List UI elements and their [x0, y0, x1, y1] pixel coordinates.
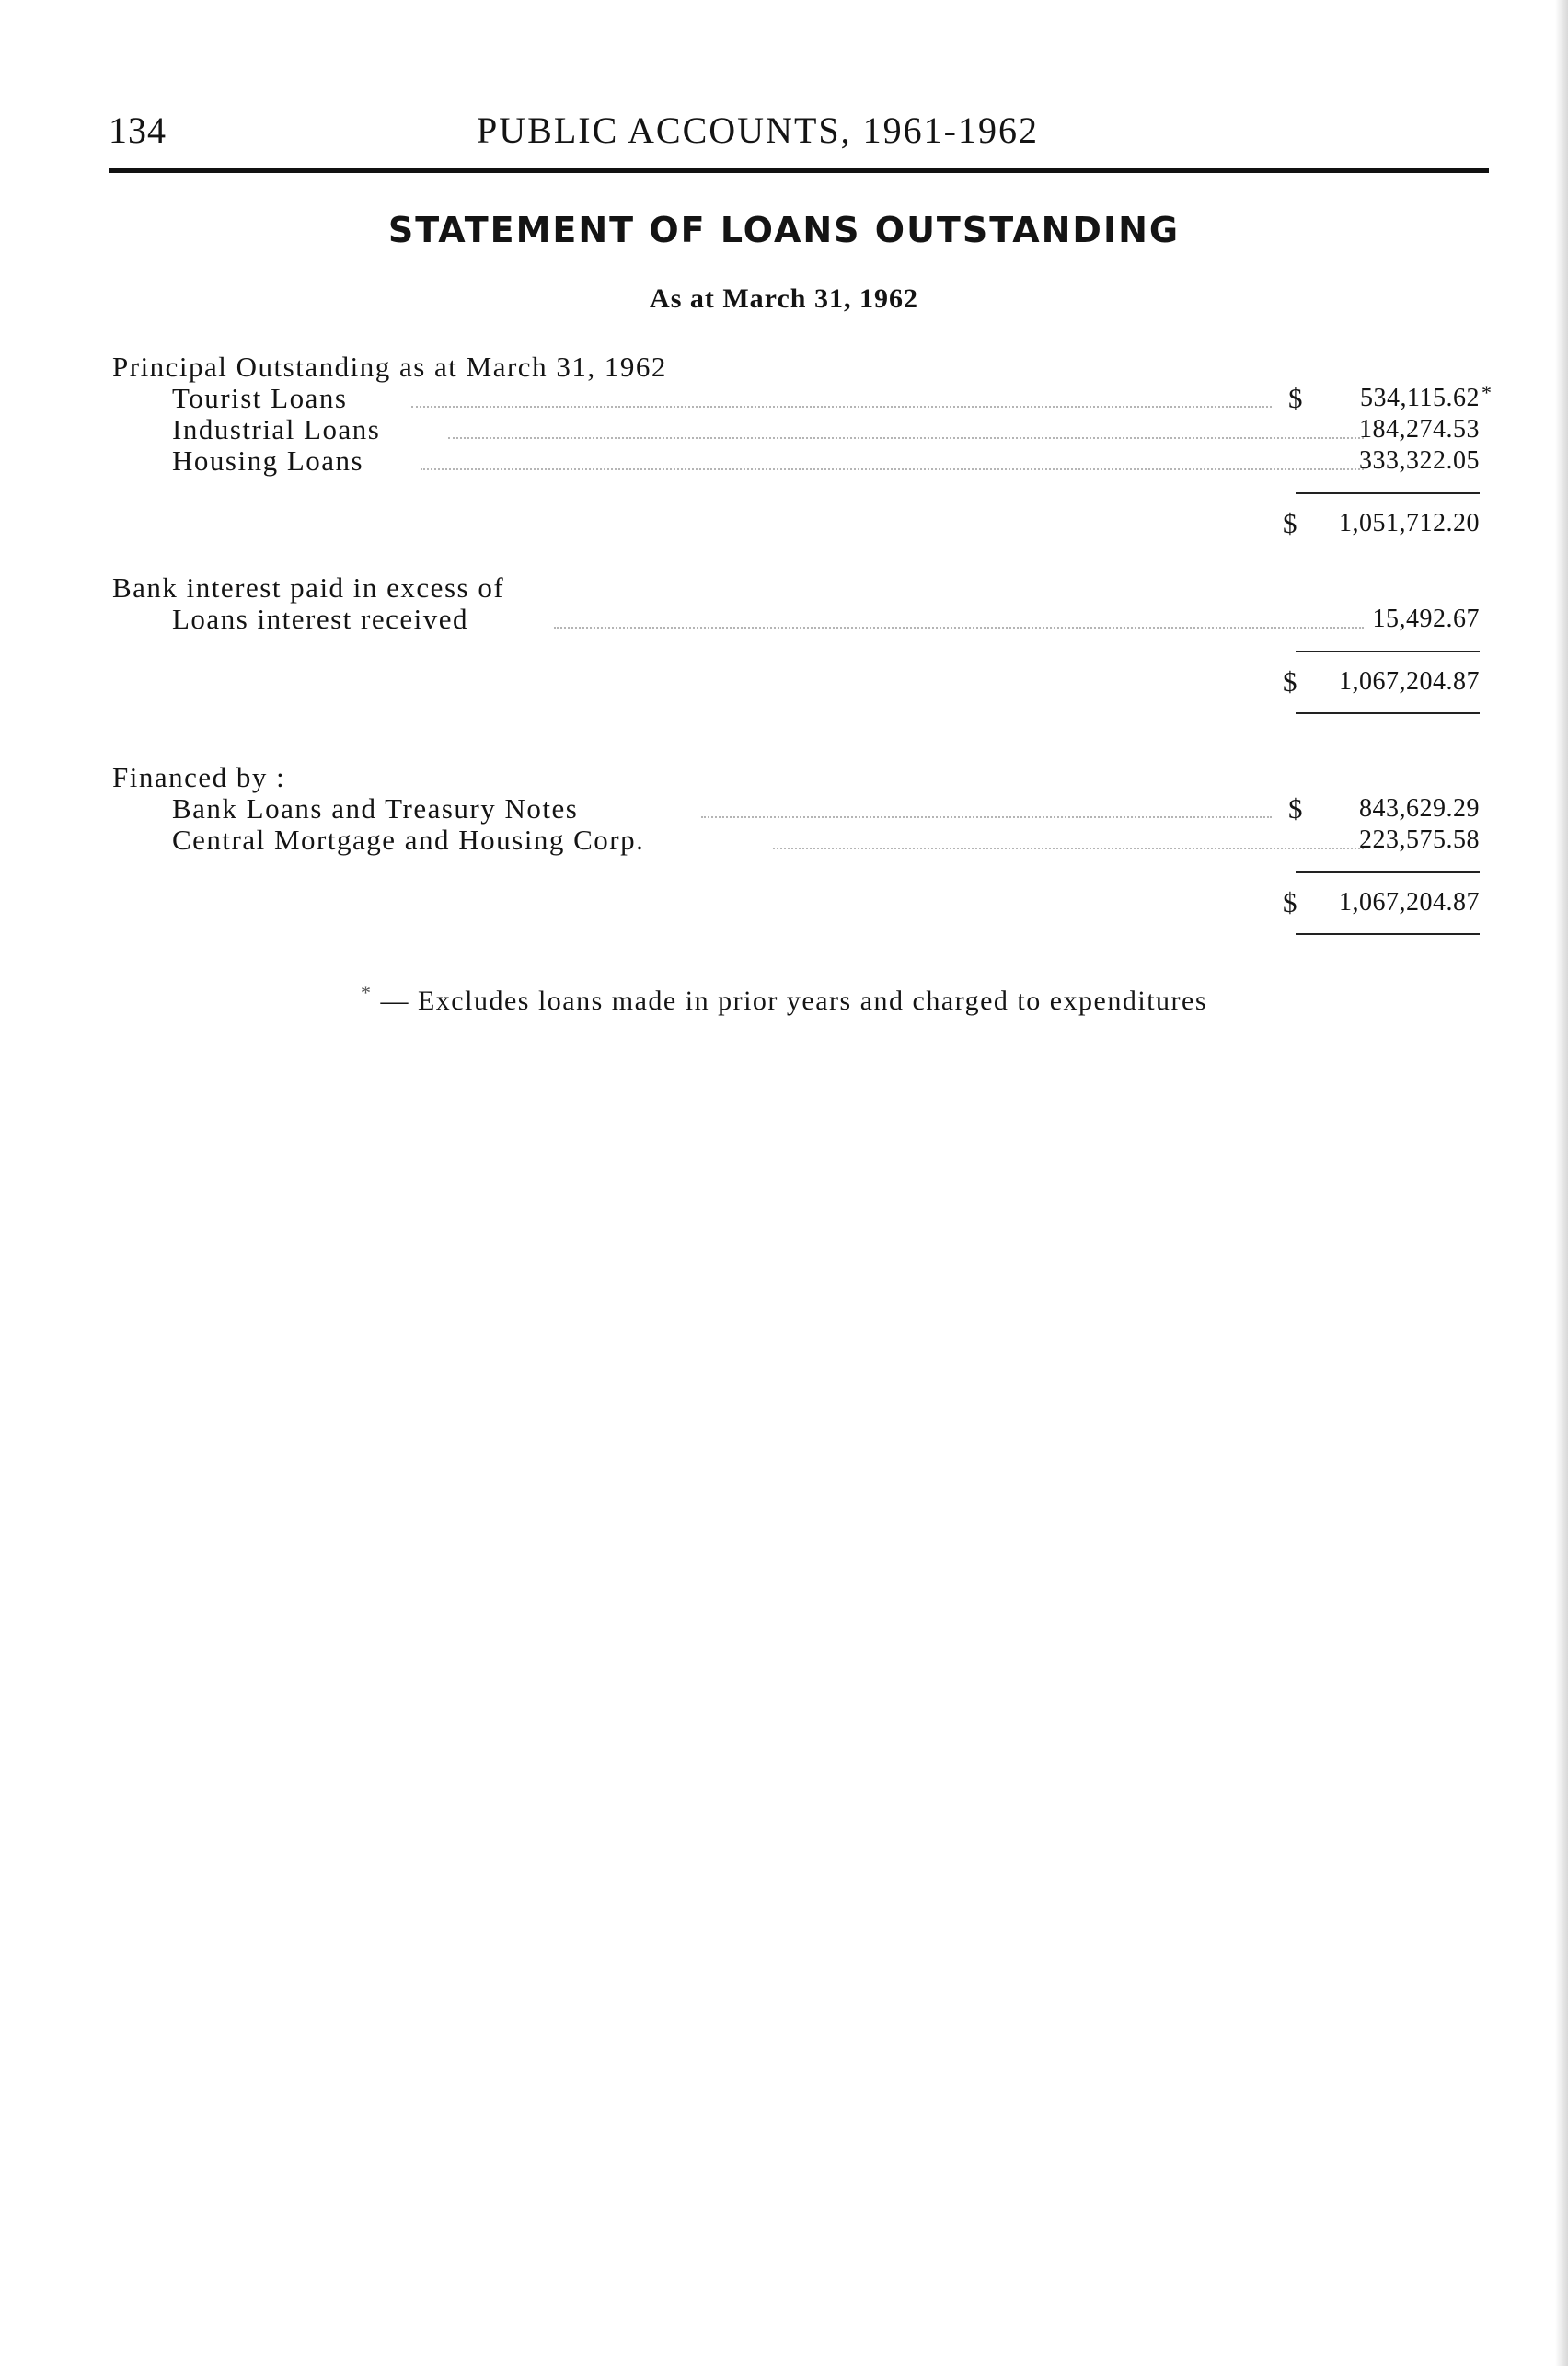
dot-leader	[701, 816, 1272, 818]
row-amount: 223,575.58	[1359, 825, 1480, 854]
row-amount: 843,629.29	[1359, 794, 1480, 823]
page-edge-shadow	[1555, 0, 1568, 2366]
dot-leader	[773, 848, 1364, 849]
principal-heading-label: Principal Outstanding as at March 31, 1962	[112, 351, 667, 383]
row-label: Housing Loans	[172, 444, 364, 477]
statement-date: As at March 31, 1962	[650, 283, 918, 314]
footnote-marker: *	[1482, 381, 1493, 404]
dollar-sign: $	[1283, 886, 1298, 918]
bank-interest-heading-label: Bank interest paid in excess of	[112, 571, 505, 604]
table-row-tourist-loans	[112, 381, 1493, 416]
header-rule	[109, 168, 1489, 173]
total-rule	[1296, 651, 1480, 652]
dot-leader	[554, 627, 1364, 629]
double-rule	[1296, 712, 1480, 714]
running-title: PUBLIC ACCOUNTS, 1961-1962	[477, 110, 1039, 151]
double-rule	[1296, 933, 1480, 935]
bank-interest-heading	[112, 571, 1480, 606]
dollar-sign: $	[1283, 665, 1298, 698]
row-label: Tourist Loans	[172, 382, 348, 414]
row-label: Loans interest received	[172, 603, 468, 635]
financed-heading	[112, 760, 1480, 795]
financed-total-row	[112, 885, 1480, 920]
table-row-bank-loans	[112, 791, 1480, 826]
principal-subtotal: 1,051,712.20	[1339, 509, 1480, 537]
footnote-marker: *	[360, 981, 373, 1004]
row-amount: 15,492.67	[1372, 605, 1480, 633]
interest-total: 1,067,204.87	[1339, 667, 1480, 696]
statement-title: STATEMENT OF LOANS OUTSTANDING	[387, 210, 1181, 250]
row-label: Bank Loans and Treasury Notes	[172, 792, 579, 825]
dollar-sign: $	[1283, 507, 1298, 539]
interest-total-row	[112, 664, 1480, 699]
footnote-text: — Excludes loans made in prior years and charged to expenditures	[380, 986, 1208, 1016]
running-header	[109, 109, 1489, 155]
dollar-sign: $	[1288, 382, 1304, 414]
row-label: Industrial Loans	[172, 413, 381, 445]
table-row-housing-loans	[112, 444, 1480, 479]
principal-heading	[112, 350, 1480, 385]
principal-subtotal-row	[112, 506, 1480, 541]
table-row-central-mortgage	[112, 823, 1480, 858]
page-number: 134	[109, 110, 167, 151]
financed-total: 1,067,204.87	[1339, 888, 1480, 917]
dot-leader	[448, 437, 1364, 439]
total-rule	[1296, 871, 1480, 873]
footnote	[0, 981, 1568, 1017]
row-label: Central Mortgage and Housing Corp.	[172, 824, 645, 856]
table-row-loans-interest	[112, 602, 1480, 637]
table-row-industrial-loans	[112, 412, 1480, 447]
subtotal-rule	[1296, 492, 1480, 494]
financed-heading-label: Financed by :	[112, 761, 286, 793]
row-amount: 333,322.05	[1359, 446, 1480, 475]
dot-leader	[421, 468, 1364, 470]
row-amount: 184,274.53	[1359, 415, 1480, 444]
row-amount: 534,115.62	[1360, 384, 1480, 412]
dollar-sign: $	[1288, 792, 1304, 825]
dot-leader	[411, 406, 1272, 408]
